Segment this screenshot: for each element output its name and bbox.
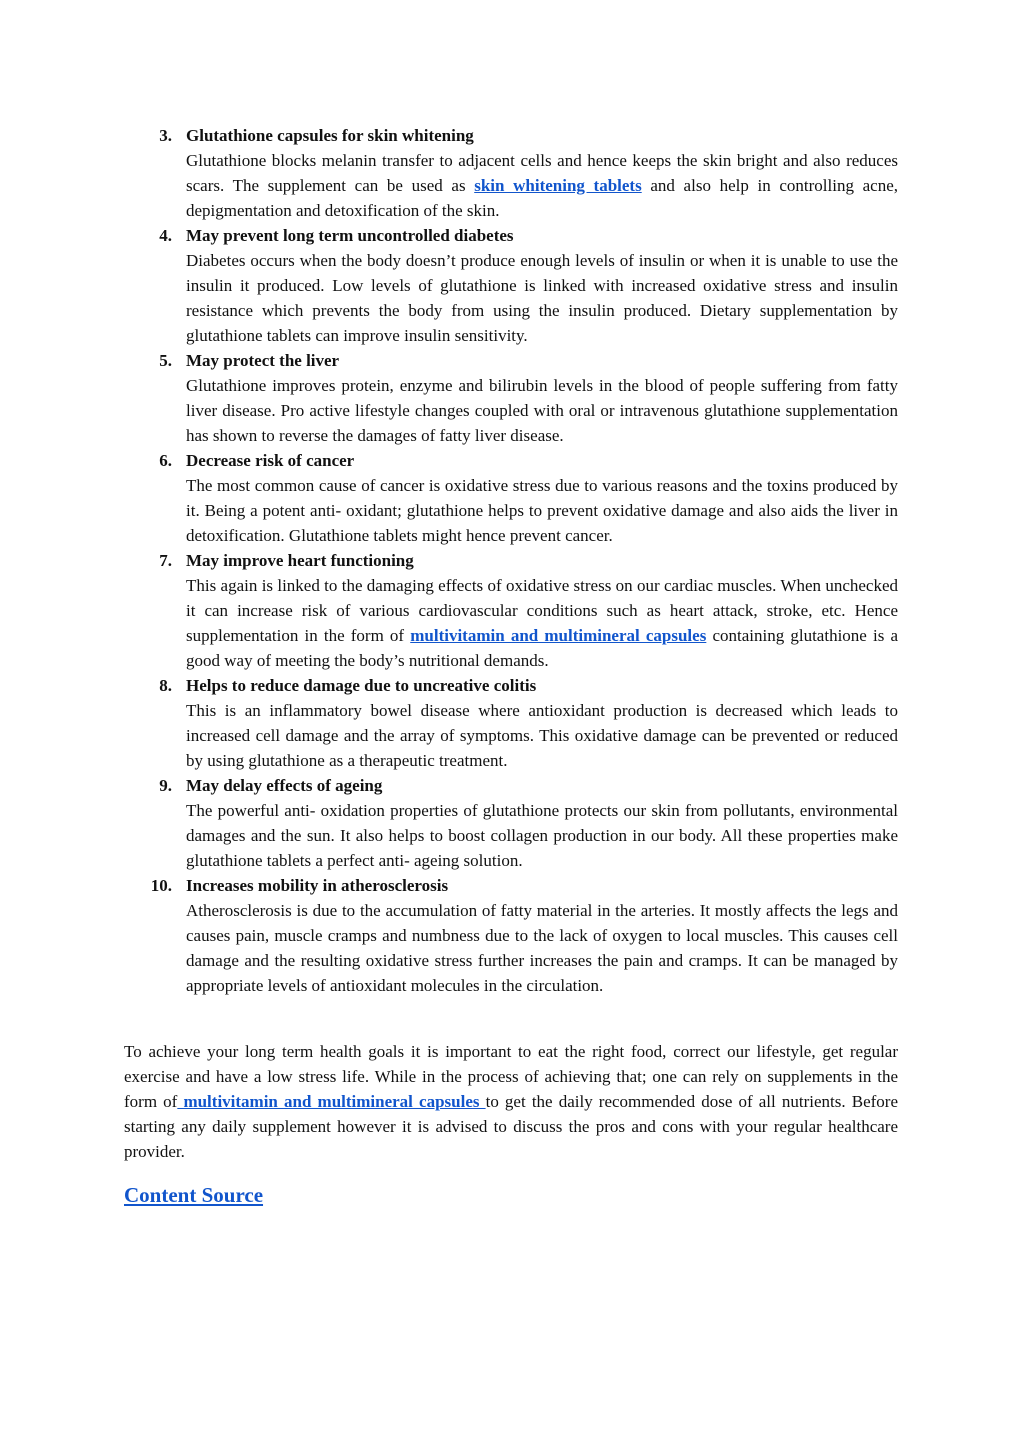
list-item-content [186, 673, 898, 773]
list-item-content [186, 448, 898, 548]
list-number: 7. [159, 551, 172, 570]
list-item-body: This is an inflammatory bowel disease where antioxidant production is decreased which leads to increased cell damage and the array of symptoms. This oxidative damage can be prevented or reduced by using glutathione as a therapeutic treatment. [186, 701, 898, 770]
list-item [124, 123, 898, 223]
list-number: 8. [159, 676, 172, 695]
body-text: This again is linked to the damaging effects of oxidative stress on our cardiac muscles. When unchecked it can increase risk of various cardiovascular conditions such as heart attack, stroke, etc. Hence supplementation in the form of [186, 576, 898, 645]
list-item-heading: May improve heart functioning [186, 551, 414, 570]
list-item [124, 448, 898, 548]
closing-paragraph [124, 1039, 898, 1164]
body-text: Glutathione blocks melanin transfer to adjacent cells and hence keeps the skin bright and also reduces scars. The supplement can be used as [186, 151, 898, 195]
list-item [124, 223, 898, 348]
list-item [124, 348, 898, 448]
list-item-heading: Glutathione capsules for skin whitening [186, 126, 474, 145]
list-item-heading: Helps to reduce damage due to uncreative colitis [186, 676, 537, 695]
closing-text: to get the daily recommended dose of all nutrients. Before starting any daily supplement however it is advised to discuss the pros and cons with your regular healthcare provider. [124, 1092, 898, 1161]
list-item-content [186, 548, 898, 673]
list-item-content [186, 773, 898, 873]
list-number: 4. [159, 226, 172, 245]
list-item [124, 773, 898, 873]
list-number: 5. [159, 351, 172, 370]
multivitamin-capsules-link[interactable]: multivitamin and multimineral capsules [410, 626, 707, 645]
list-item [124, 673, 898, 773]
list-number: 9. [159, 776, 172, 795]
list-item [124, 548, 898, 673]
list-item [124, 873, 898, 998]
list-item-content [186, 348, 898, 448]
list-item-content [186, 873, 898, 998]
list-item-body [186, 573, 898, 673]
list-item-body: Diabetes occurs when the body doesn’t produce enough levels of insulin or when it is unable to use the insulin it produced. Low levels of glutathione is linked with increased oxidative stress and insulin resistance which prevents the body from using the insulin produced. Dietary supplementation by glutathione tablets can improve insulin sensitivity. [186, 251, 898, 345]
multivitamin-capsules-link[interactable]: multivitamin and multimineral capsules [177, 1092, 486, 1111]
list-item-heading: Increases mobility in atherosclerosis [186, 876, 449, 895]
body-text: containing glutathione is a good way of meeting the body’s nutritional demands. [186, 626, 898, 670]
list-item-body [186, 148, 898, 223]
list-item-heading: May prevent long term uncontrolled diabetes [186, 226, 514, 245]
closing-text: To achieve your long term health goals it is important to eat the right food, correct our lifestyle, get regular exercise and have a low stress life. While in the process of achieving that; one can rely on supplements in the form of [124, 1042, 898, 1111]
body-text: and also help in controlling acne, depigmentation and detoxification of the skin. [186, 176, 898, 220]
list-item-heading: May protect the liver [186, 351, 340, 370]
benefits-list [124, 123, 898, 998]
content-source-link[interactable]: Content Source [124, 1183, 264, 1207]
list-number: 6. [159, 451, 172, 470]
list-item-content [186, 223, 898, 348]
list-item-body: The most common cause of cancer is oxidative stress due to various reasons and the toxins produced by it. Being a potent anti- oxidant; glutathione helps to prevent oxidative damage and also aids the liver in detoxification. Glutathione tablets might hence prevent cancer. [186, 476, 898, 545]
list-item-heading: May delay effects of ageing [186, 776, 383, 795]
skin-whitening-tablets-link[interactable]: skin whitening tablets [474, 176, 642, 195]
list-item-content [186, 123, 898, 223]
list-item-body: Glutathione improves protein, enzyme and bilirubin levels in the blood of people suffering from fatty liver disease. Pro active lifestyle changes coupled with oral or intravenous glutathione supplementation has shown to reverse the damages of fatty liver disease. [186, 376, 898, 445]
list-item-body: The powerful anti- oxidation properties of glutathione protects our skin from pollutants, environmental damages and the sun. It also helps to boost collagen production in our body. All these properties make glutathione tablets a perfect anti- ageing solution. [186, 801, 898, 870]
list-item-body: Atherosclerosis is due to the accumulation of fatty material in the arteries. It mostly affects the legs and causes pain, muscle cramps and numbness due to the lack of oxygen to local muscles. This causes cell damage and the resulting oxidative stress further increases the pain and cramps. It can be managed by appropriate levels of antioxidant molecules in the circulation. [186, 901, 898, 995]
list-number: 3. [159, 126, 172, 145]
list-item-heading: Decrease risk of cancer [186, 451, 355, 470]
list-number: 10. [150, 876, 172, 895]
